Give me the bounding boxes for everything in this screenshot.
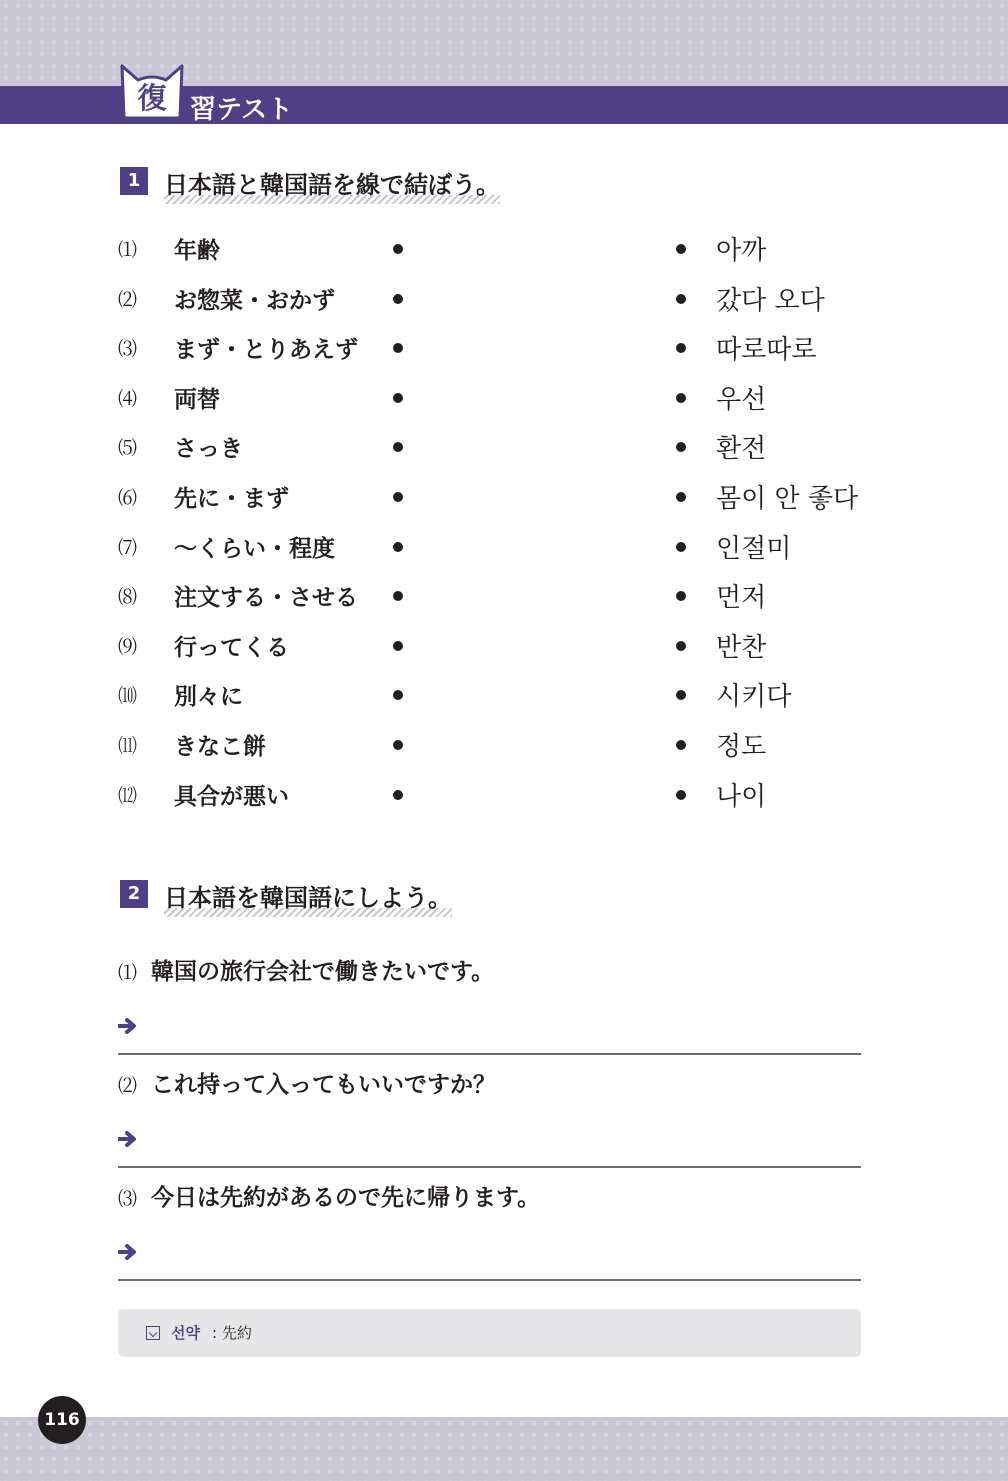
item-number: ⑼ — [118, 635, 138, 658]
matching-row — [0, 527, 1008, 567]
korean-term: 우선 — [716, 384, 767, 415]
japanese-term: 両替 — [174, 386, 220, 413]
section-1-badge: 1 — [120, 167, 148, 195]
matching-row — [0, 427, 1008, 467]
right-connector-dot[interactable] — [676, 294, 686, 304]
item-number: ⑹ — [118, 487, 138, 509]
question-3 — [118, 1179, 540, 1212]
left-connector-dot[interactable] — [393, 740, 403, 750]
question-number: ⑵ — [118, 1075, 138, 1097]
korean-term: 환전 — [716, 434, 767, 465]
title-kanji: 復 — [137, 81, 167, 115]
left-connector-dot[interactable] — [393, 244, 403, 254]
matching-row — [0, 229, 1008, 269]
left-connector-dot[interactable] — [393, 343, 403, 353]
note-korean: 선약 — [171, 1324, 200, 1342]
right-connector-dot[interactable] — [676, 740, 686, 750]
question-text: 韓国の旅行会社で働きたいです。 — [151, 959, 495, 985]
left-connector-dot[interactable] — [393, 294, 403, 304]
item-number: ⑺ — [118, 536, 138, 559]
item-number: ⑽ — [118, 685, 138, 708]
arrow-right-icon — [118, 1243, 140, 1261]
matching-row — [0, 576, 1008, 616]
korean-term: 나이 — [716, 781, 767, 812]
matching-row — [0, 725, 1008, 765]
question-1 — [118, 953, 494, 986]
right-connector-dot[interactable] — [676, 591, 686, 601]
right-connector-dot[interactable] — [676, 641, 686, 651]
korean-term: 몸이 안 좋다 — [716, 484, 859, 514]
item-number: ⑸ — [118, 437, 138, 460]
korean-term: 인절미 — [716, 533, 792, 564]
bottom-dotted-band — [0, 1417, 1008, 1481]
japanese-term: お惣菜・おかず — [174, 287, 335, 314]
japanese-term: 行ってくる — [174, 634, 289, 661]
matching-row — [0, 675, 1008, 715]
japanese-term: 〜くらい・程度 — [174, 535, 335, 562]
right-connector-dot[interactable] — [676, 343, 686, 353]
matching-row — [0, 328, 1008, 368]
section-2-title: 日本語を韓国語にしよう。 — [164, 878, 452, 917]
korean-term: 정도 — [716, 732, 767, 762]
japanese-term: 先に・まず — [174, 486, 289, 512]
right-connector-dot[interactable] — [676, 244, 686, 254]
question-number: ⑶ — [118, 1188, 138, 1210]
page-number: 116 — [38, 1396, 86, 1444]
item-number: ⑴ — [118, 239, 138, 261]
korean-term: 시키다 — [716, 682, 792, 713]
japanese-term: 別々に — [174, 684, 243, 711]
answer-line[interactable] — [118, 1053, 861, 1055]
left-connector-dot[interactable] — [393, 442, 403, 452]
answer-line[interactable] — [118, 1166, 861, 1168]
vocab-note — [118, 1309, 861, 1357]
matching-row — [0, 378, 1008, 418]
question-2 — [118, 1066, 496, 1099]
japanese-term: 注文する・させる — [174, 585, 358, 612]
right-connector-dot[interactable] — [676, 393, 686, 403]
question-number: ⑴ — [118, 962, 138, 984]
section-2-badge: 2 — [120, 880, 148, 908]
right-connector-dot[interactable] — [676, 690, 686, 700]
section-1-title: 日本語と韓国語を線で結ぼう。 — [164, 165, 500, 204]
question-text: これ持って入ってもいいですか？ — [151, 1072, 497, 1098]
item-number: ⑷ — [118, 387, 138, 410]
checkbox-icon — [146, 1326, 160, 1340]
matching-row — [0, 775, 1008, 815]
korean-term: 반찬 — [716, 632, 767, 663]
arrow-right-icon — [118, 1017, 140, 1035]
left-connector-dot[interactable] — [393, 591, 403, 601]
japanese-term: 具合が悪い — [174, 783, 289, 810]
note-japanese: : 先約 — [212, 1324, 252, 1342]
arrow-right-icon — [118, 1130, 140, 1148]
answer-line[interactable] — [118, 1279, 861, 1281]
item-number: ⑾ — [118, 735, 138, 757]
japanese-term: まず・とりあえず — [174, 337, 358, 364]
left-connector-dot[interactable] — [393, 641, 403, 651]
question-text: 今日は先約があるので先に帰ります。 — [151, 1185, 541, 1211]
left-connector-dot[interactable] — [393, 690, 403, 700]
left-connector-dot[interactable] — [393, 492, 403, 502]
matching-row — [0, 279, 1008, 319]
item-number: ⑻ — [118, 586, 138, 609]
japanese-term: さっき — [174, 436, 243, 463]
japanese-term: きなこ餅 — [174, 734, 266, 760]
right-connector-dot[interactable] — [676, 442, 686, 452]
page-title: 習テスト — [190, 95, 293, 125]
japanese-term: 年齢 — [174, 238, 220, 264]
item-number: ⑿ — [118, 784, 138, 807]
item-number: ⑵ — [118, 288, 138, 311]
matching-row — [0, 477, 1008, 517]
right-connector-dot[interactable] — [676, 542, 686, 552]
korean-term: 아까 — [716, 236, 767, 266]
left-connector-dot[interactable] — [393, 790, 403, 800]
left-connector-dot[interactable] — [393, 393, 403, 403]
korean-term: 먼저 — [716, 583, 767, 614]
left-connector-dot[interactable] — [393, 542, 403, 552]
item-number: ⑶ — [118, 338, 138, 361]
matching-row — [0, 626, 1008, 666]
korean-term: 갔다 오다 — [716, 285, 825, 316]
right-connector-dot[interactable] — [676, 790, 686, 800]
korean-term: 따로따로 — [716, 335, 817, 366]
right-connector-dot[interactable] — [676, 492, 686, 502]
